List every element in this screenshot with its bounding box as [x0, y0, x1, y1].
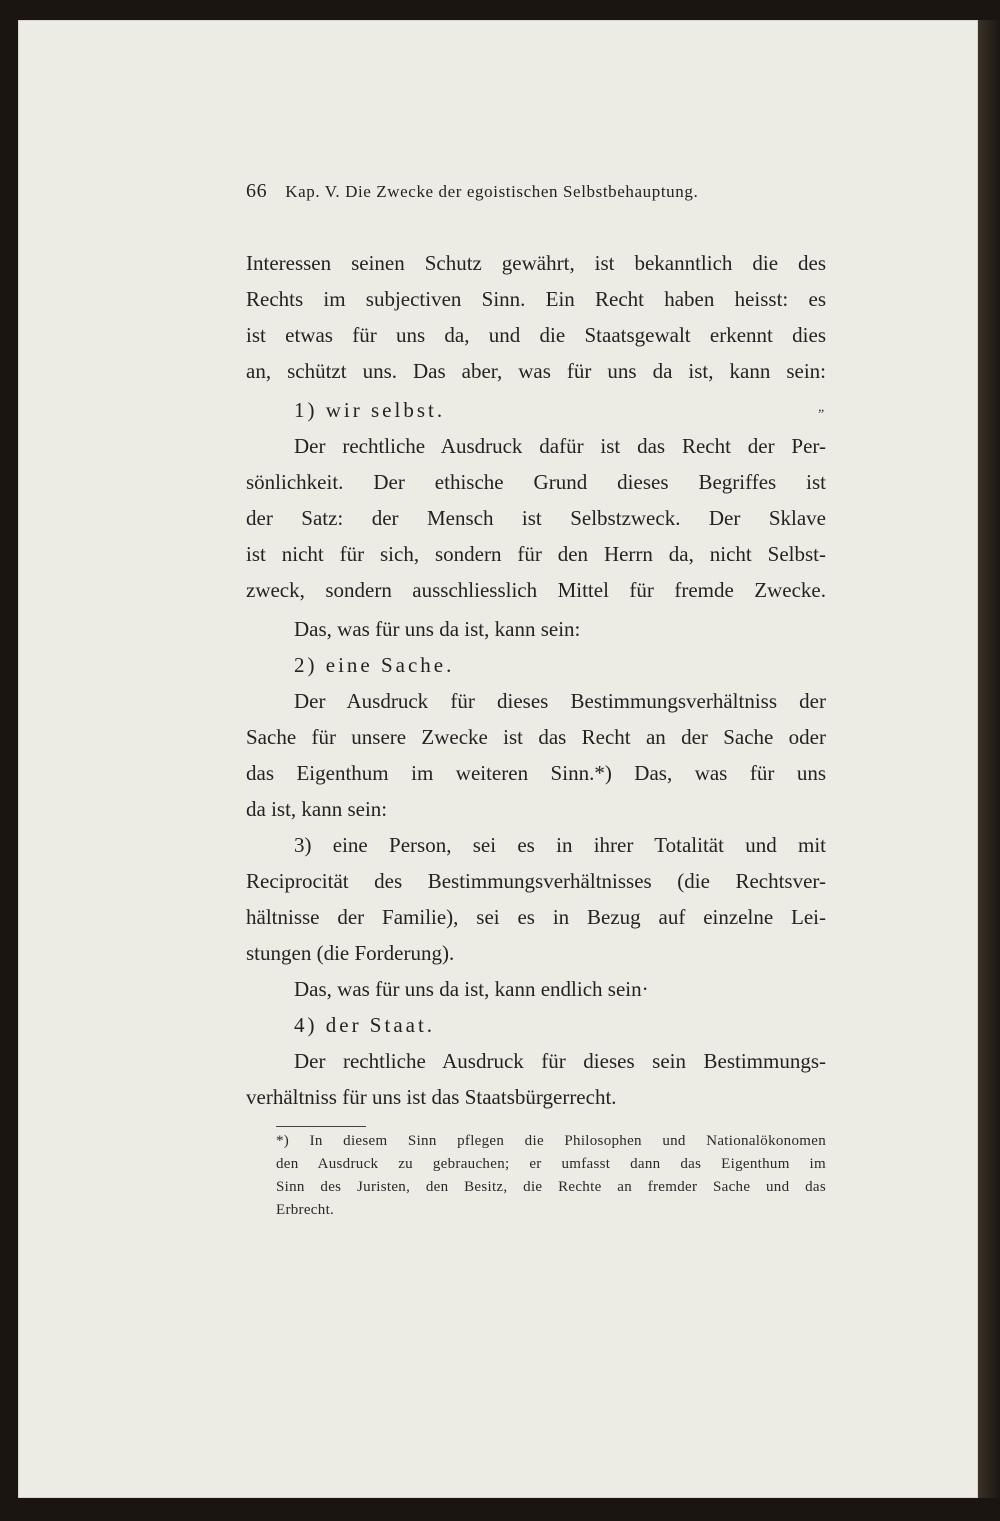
- footnote-line: Sinn des Juristen, den Besitz, die Rechte an fremder Sache und das: [276, 1179, 826, 1195]
- body-line: Interessen seinen Schutz gewährt, ist bekanntlich die des: [246, 251, 826, 275]
- body-line: das Eigenthum im weiteren Sinn.*) Das, was für uns: [246, 761, 826, 785]
- body-line: zweck, sondern ausschliesslich Mittel für fremde Zwecke.: [246, 578, 826, 602]
- body-line: Das, was für uns da ist, kann sein:: [294, 617, 581, 641]
- body-line: 4) der Staat.: [294, 1013, 436, 1037]
- footnote-line: den Ausdruck zu gebrauchen; er umfasst dann das Eigenthum im: [276, 1156, 826, 1172]
- body-line: Der rechtliche Ausdruck dafür ist das Recht der Per-: [294, 434, 826, 458]
- body-line: Sache für unsere Zwecke ist das Recht an der Sache oder: [246, 725, 826, 749]
- body-line: verhältniss für uns ist das Staatsbürgerrecht.: [246, 1085, 617, 1109]
- running-header: [246, 180, 846, 203]
- body-line: Der rechtliche Ausdruck für dieses sein Bestimmungs-: [294, 1049, 826, 1073]
- body-line: da ist, kann sein:: [246, 797, 388, 821]
- running-title: Kap. V. Die Zwecke der egoistischen Selbstbehauptung.: [285, 182, 699, 201]
- body-line: sönlichkeit. Der ethische Grund dieses Begriffes ist: [246, 470, 826, 494]
- body-line: hältnisse der Familie), sei es in Bezug auf einzelne Lei-: [246, 905, 826, 929]
- body-line: Rechts im subjectiven Sinn. Ein Recht haben heisst: es: [246, 287, 826, 311]
- body-line: der Satz: der Mensch ist Selbstzweck. Der Sklave: [246, 506, 826, 530]
- footnote-rule: [276, 1126, 366, 1127]
- body-line: Der Ausdruck für dieses Bestimmungsverhältniss der: [294, 689, 826, 713]
- body-line: 2) eine Sache.: [294, 653, 455, 677]
- book-page: [18, 20, 978, 1498]
- page-number: 66: [246, 180, 268, 202]
- body-line: 1) wir selbst.: [294, 398, 446, 422]
- footnote-line: *) In diesem Sinn pflegen die Philosophen und Nationalökonomen: [276, 1133, 826, 1149]
- body-line: ist etwas für uns da, und die Staatsgewalt erkennt dies: [246, 323, 826, 347]
- margin-mark: „: [818, 400, 825, 415]
- footnote-line: Erbrecht.: [276, 1202, 335, 1218]
- body-line: Das, was für uns da ist, kann endlich sein·: [294, 977, 649, 1001]
- body-line: ist nicht für sich, sondern für den Herrn da, nicht Selbst-: [246, 542, 826, 566]
- body-line: Reciprocität des Bestimmungsverhältnisses (die Rechtsver-: [246, 869, 826, 893]
- book-edge: [978, 20, 1000, 1498]
- body-line: stungen (die Forderung).: [246, 941, 455, 965]
- body-line: 3) eine Person, sei es in ihrer Totalität und mit: [294, 833, 826, 857]
- body-line: an, schützt uns. Das aber, was für uns da ist, kann sein:: [246, 359, 826, 383]
